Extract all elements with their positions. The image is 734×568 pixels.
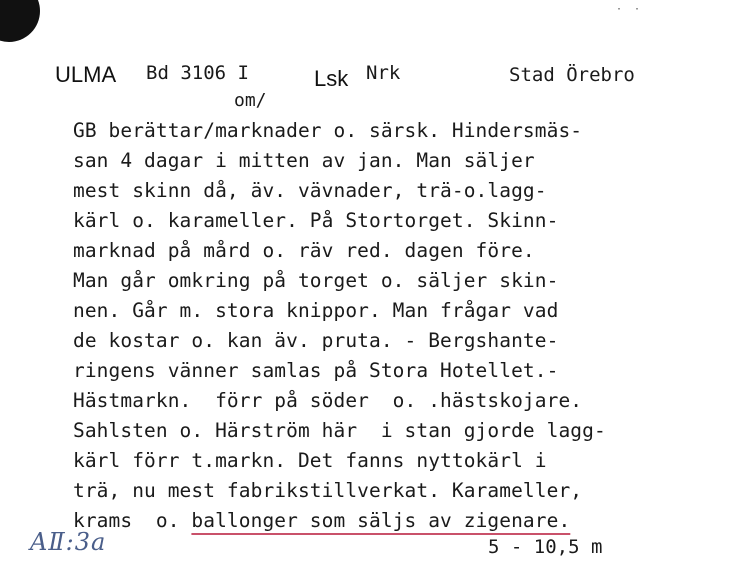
text-line: trä, nu mest fabrikstillverkat. Karameller,: [73, 479, 583, 502]
district-stamp: Lsk: [314, 66, 349, 91]
handwritten-archive-note: AⅡ:3a: [30, 528, 107, 556]
text-line: kärl o. karameller. På Stortorget. Skinn-: [73, 209, 559, 232]
text-line: marknad på mård o. räv red. dagen före.: [73, 239, 535, 262]
text-line: ringens vänner samlas på Stora Hotellet.-: [73, 359, 559, 382]
underlined-phrase: ballonger som säljs av zigenare.: [191, 509, 571, 532]
reference-number: Bd 3106 I: [146, 62, 249, 84]
measurement-note: 5 - 10,5 m: [488, 536, 603, 558]
text-line: Hästmarkn. förr på söder o. .hästskojare.: [73, 389, 583, 412]
text-line: san 4 dagar i mitten av jan. Man säljer: [73, 149, 535, 172]
last-text-line: [73, 506, 606, 536]
reference-insert: om/: [234, 90, 267, 111]
archive-code-stamp: ULMA: [55, 62, 117, 87]
card-text: [73, 116, 606, 536]
place-name: Stad Örebro: [509, 64, 635, 86]
text-line: nen. Går m. stora knippor. Man frågar vad: [73, 299, 559, 322]
text-line: de kostar o. kan äv. pruta. - Bergshante-: [73, 329, 559, 352]
speck-marks: · ·: [616, 4, 644, 15]
text-line: kärl förr t.markn. Det fanns nyttokärl i: [73, 449, 547, 472]
ink-blot: [0, 0, 40, 42]
text-line: Sahlsten o. Härström här i stan gjorde lagg-: [73, 419, 606, 442]
text-line: GB berättar/marknader o. särsk. Hindersmäs-: [73, 119, 583, 142]
last-line-prefix: krams o.: [73, 509, 180, 532]
text-line: Man går omkring på torget o. säljer skin-: [73, 269, 559, 292]
text-line: mest skinn då, äv. vävnader, trä-o.lagg-: [73, 179, 547, 202]
district-code: Nrk: [366, 62, 401, 84]
card-header: [0, 60, 734, 111]
